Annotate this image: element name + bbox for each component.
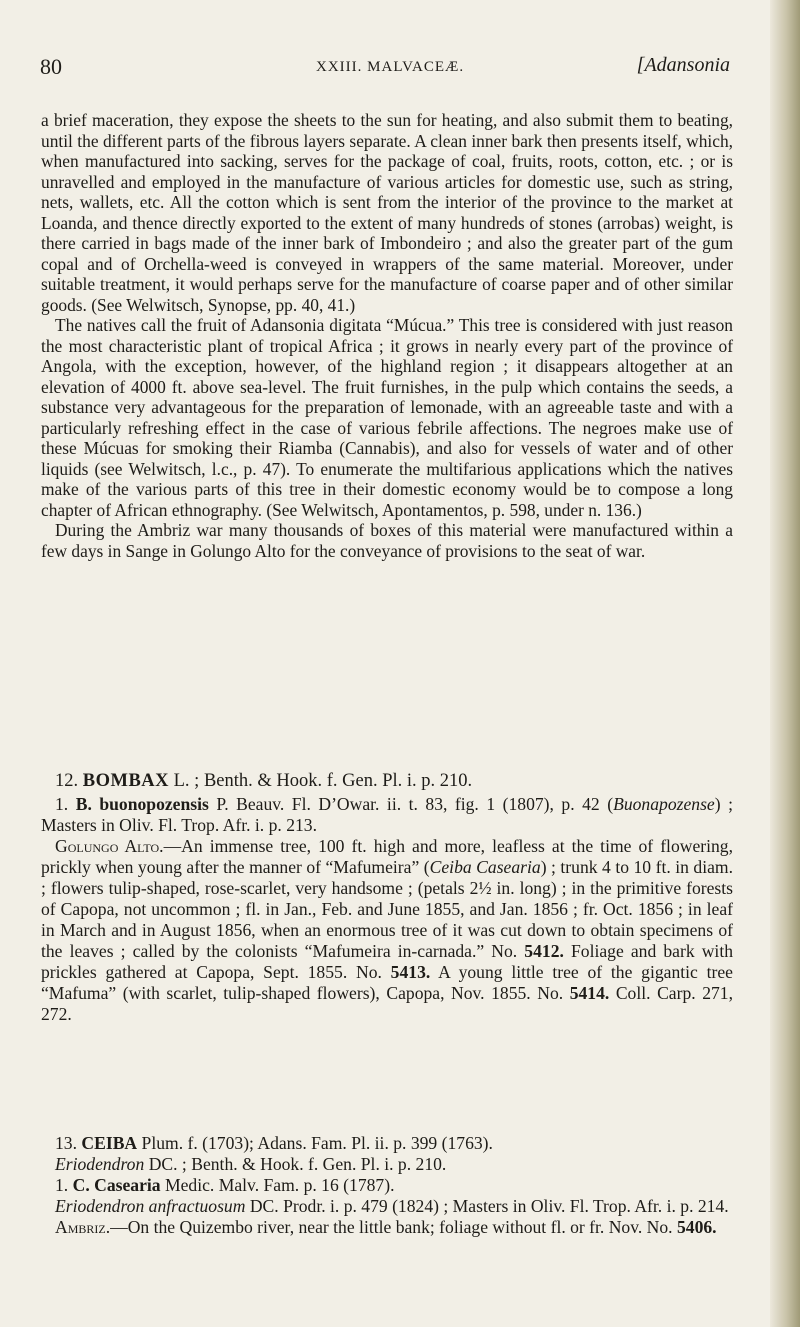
description-text: —An immense tree, 100 ft. high and more, leafless at the time of flowering, prickly when young after the manner of “Mafumeira” ( [41, 836, 734, 877]
genus-entry-ceiba [41, 1133, 733, 1238]
species-number: 1. [55, 1175, 69, 1195]
locality: Ambriz. [55, 1217, 111, 1237]
body-text [41, 110, 733, 561]
species-synonym [41, 1196, 733, 1217]
paragraph-1: a brief maceration, they expose the sheets to the sun for heating, and also submit them to beating, until the different parts of the fibrous layers separate. A clean inner bark then presents itself, which, when manufactured into sacking, serves for the package of coal, fruits, roots, cotton, etc. ; or is unravelled and employed in the manufacture of various articles for domestic use, such as string, nets, wallets, etc. All the cotton which is sent from the interior of the province to the market at Loanda, and thence directly exported to the extent of many hundreds of stones (arrobas) weight, is there carried in bags made of the inner bark of Imbondeiro ; and also the greater part of the gum copal and of Orchella-weed is conveyed in wrappers of the same material. Moreover, under suitable treatment, it would perhaps serve for the manufacture of coarse paper and of other similar goods. (See Welwitsch, Synopse, pp. 40, 41.) [41, 110, 733, 315]
genus-name: CEIBA [81, 1133, 138, 1153]
species-name: B. buonopozensis [75, 794, 209, 814]
synonym-citation: DC. ; Benth. & Hook. f. Gen. Pl. i. p. 210. [148, 1154, 447, 1174]
page-number: 80 [40, 54, 62, 79]
genus-name: BOMBAX [82, 771, 169, 791]
synonym: Eriodendron [55, 1154, 145, 1174]
citation-part: ) ; Masters in Oliv. Fl. Trop. Afr. i. p. 213. [41, 794, 733, 835]
genus-number: 13. [55, 1133, 77, 1153]
genus-heading-bombax [41, 770, 733, 792]
page-edge-shadow [770, 0, 800, 1327]
description-text: ) ; trunk 4 to 10 ft. in diam. ; flowers tulip-shaped, rose-scarlet, very handsome ; (petals 2½ in. long) ; in the primitive forests of Capopa, not uncommon ; fl. in Jan., Feb. and June 1855, and Jan. 1856 ; fr. Oct. 1856 ; in leaf in March and in August 1856, when an enormous tree of it was cut down to obtain specimens of the leaves ; called by the colonists “Mafumeira in-carnada.” No. [41, 857, 733, 961]
genus-number: 12. [55, 771, 79, 791]
locality: Golungo Alto. [55, 836, 164, 856]
species-citation-text: Medic. Malv. Fam. p. 16 (1787). [164, 1175, 395, 1195]
species-name: C. Casearia [72, 1175, 161, 1195]
species-number: 1. [55, 794, 69, 814]
species-entry-bombax [41, 794, 733, 1025]
species-description [41, 1217, 733, 1238]
species-citation [41, 1175, 733, 1196]
genus-citation: L. ; Benth. & Hook. f. Gen. Pl. i. p. 210. [173, 771, 473, 791]
synonym: Ceiba Casearia [429, 857, 541, 877]
description-text: A young little tree of the gigantic tree “Mafuma” (with scarlet, tulip-shaped flowers), Capopa, Nov. 1855. No. [41, 962, 733, 1003]
description-text: Foliage and bark with prickles gathered at Capopa, Sept. 1855. No. [41, 941, 734, 982]
genus-heading-ceiba [41, 1133, 733, 1154]
specimen-number: 5406. [676, 1217, 717, 1237]
species-citation [41, 794, 733, 836]
specimen-number: 5414. [569, 983, 610, 1003]
page-header [40, 54, 730, 82]
genus-citation: Plum. f. (1703); Adans. Fam. Pl. ii. p. 399 (1763). [141, 1133, 493, 1153]
genus-synonym [41, 1154, 733, 1175]
synonym: Buonapozense [613, 794, 715, 814]
synonym-citation: DC. Prodr. i. p. 479 (1824) ; Masters in Oliv. Fl. Trop. Afr. i. p. 214. [249, 1196, 729, 1216]
synonym: Eriodendron anfractuosum [55, 1196, 246, 1216]
description-text: Coll. Carp. 271, 272. [41, 983, 733, 1024]
specimen-number: 5412. [524, 941, 564, 961]
specimen-number: 5413. [390, 962, 431, 982]
catchword: [Adansonia [636, 54, 730, 76]
paragraph-2: The natives call the fruit of Adansonia digitata “Múcua.” This tree is considered with just reason the most characteristic plant of tropical Africa ; it grows in nearly every part of the province of Angola, with the exception, however, of the highland region ; it disappears altogether at an elevation of 4000 ft. above sea-level. The fruit furnishes, in the pulp which contains the seeds, a substance very advantageous for the preparation of lemonade, with an agreeable taste and with a particularly refreshing effect in the case of various febrile affections. The negroes make use of these Múcuas for smoking their Riamba (Cannabis), and also for vessels of water and of other liquids (see Welwitsch, l.c., p. 47). To enumerate the multifarious applications which the natives make of the various parts of this tree in their domestic economy would be to compose a long chapter of African ethnography. (See Welwitsch, Apontamentos, p. 598, under n. 136.) [41, 315, 733, 520]
species-description [41, 836, 733, 1025]
paragraph-3: During the Ambriz war many thousands of boxes of this material were manufactured within a few days in Sange in Golungo Alto for the conveyance of provisions to the seat of war. [41, 520, 733, 561]
running-head: XXIII. MALVACEÆ. [316, 59, 465, 75]
description-text: —On the Quizembo river, near the little bank; foliage without fl. or fr. Nov. No. [110, 1217, 677, 1237]
citation-part: P. Beauv. Fl. D’Owar. ii. t. 83, fig. 1 (1807), p. 42 ( [216, 794, 614, 814]
